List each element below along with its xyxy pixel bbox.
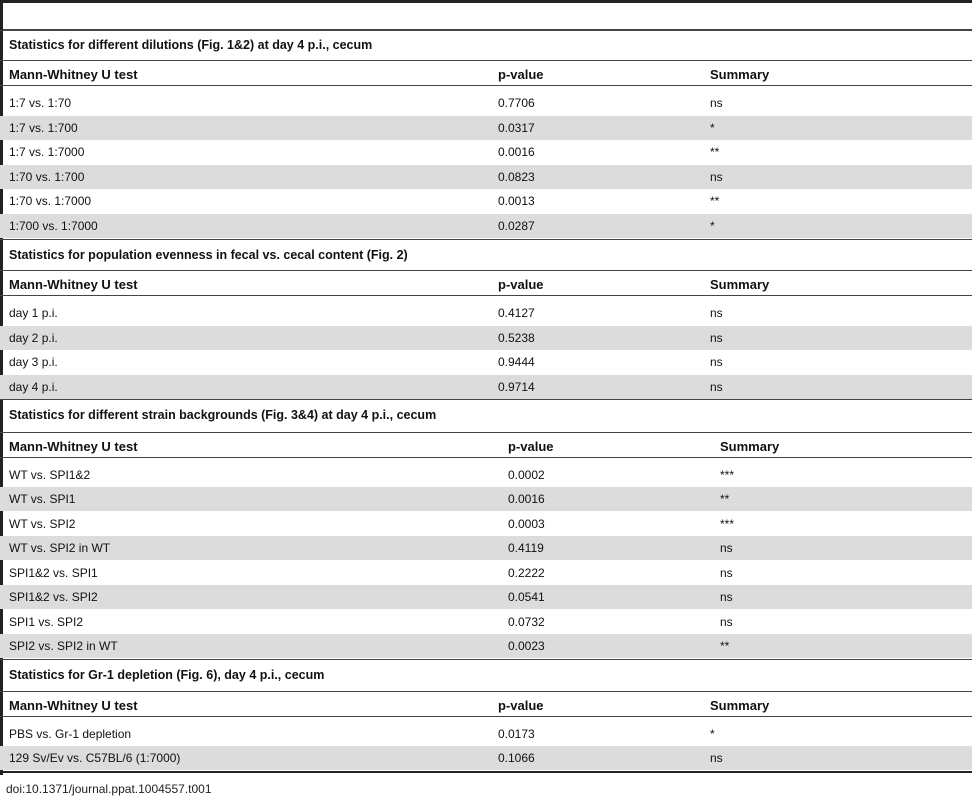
header-p-value: p-value <box>498 67 544 82</box>
cell-summary: *** <box>720 468 735 482</box>
cell-comparison: 1:70 vs. 1:7000 <box>9 194 92 208</box>
section-title-gr1: Statistics for Gr-1 depletion (Fig. 6), day 4 p.i., cecum <box>9 668 325 682</box>
cell-comparison: 129 Sv/Ev vs. C57BL/6 (1:7000) <box>9 751 181 765</box>
table-header <box>0 432 972 458</box>
section-divider <box>0 30 972 31</box>
section-divider <box>0 659 972 660</box>
table-row <box>0 165 972 189</box>
cell-p-value: 0.4119 <box>508 541 544 555</box>
table-top-rule <box>0 0 972 30</box>
table-row <box>0 536 972 560</box>
cell-comparison: SPI1 vs. SPI2 <box>9 615 84 629</box>
cell-comparison: day 4 p.i. <box>9 380 58 394</box>
cell-p-value: 0.0016 <box>498 145 535 159</box>
cell-comparison: day 3 p.i. <box>9 355 58 369</box>
header-p-value: p-value <box>498 277 544 292</box>
table-row <box>0 350 972 374</box>
cell-summary: * <box>710 121 715 135</box>
cell-summary: ns <box>710 751 723 765</box>
cell-p-value: 0.9714 <box>498 380 535 394</box>
table-row <box>0 585 972 609</box>
cell-p-value: 0.0173 <box>498 727 535 741</box>
header-p-value: p-value <box>508 439 554 454</box>
cell-p-value: 0.2222 <box>508 566 545 580</box>
table-row <box>0 91 972 115</box>
cell-p-value: 0.0003 <box>508 517 545 531</box>
header-test: Mann-Whitney U test <box>9 439 138 454</box>
table-header <box>0 270 972 296</box>
cell-p-value: 0.5238 <box>498 331 535 345</box>
cell-p-value: 0.0287 <box>498 219 535 233</box>
cell-summary: ns <box>710 96 723 110</box>
cell-p-value: 0.0016 <box>508 492 545 506</box>
cell-p-value: 0.0023 <box>508 639 545 653</box>
header-summary: Summary <box>710 277 770 292</box>
section-divider <box>0 399 972 400</box>
table-row <box>0 116 972 140</box>
doi-caption: doi:10.1371/journal.ppat.1004557.t001 <box>6 782 212 796</box>
table-row <box>0 214 972 238</box>
header-test: Mann-Whitney U test <box>9 698 138 713</box>
header-summary: Summary <box>710 67 770 82</box>
cell-summary: ** <box>720 492 730 506</box>
table-row <box>0 610 972 634</box>
table-row <box>0 512 972 536</box>
cell-summary: ns <box>720 566 733 580</box>
cell-summary: ns <box>720 541 733 555</box>
cell-comparison: day 1 p.i. <box>9 306 58 320</box>
cell-summary: * <box>710 727 715 741</box>
cell-p-value: 0.4127 <box>498 306 535 320</box>
table-row <box>0 746 972 770</box>
cell-summary: ns <box>720 590 733 604</box>
table-row <box>0 722 972 746</box>
header-p-value: p-value <box>498 698 544 713</box>
cell-p-value: 0.7706 <box>498 96 535 110</box>
cell-p-value: 0.9444 <box>498 355 535 369</box>
cell-comparison: 1:70 vs. 1:700 <box>9 170 85 184</box>
cell-p-value: 0.0013 <box>498 194 535 208</box>
cell-p-value: 0.1066 <box>498 751 535 765</box>
cell-p-value: 0.0002 <box>508 468 545 482</box>
cell-summary: *** <box>720 517 735 531</box>
cell-summary: ns <box>710 170 723 184</box>
table-row <box>0 634 972 658</box>
cell-comparison: SPI2 vs. SPI2 in WT <box>9 639 118 653</box>
table-row <box>0 301 972 325</box>
cell-comparison: PBS vs. Gr-1 depletion <box>9 727 132 741</box>
table-row <box>0 140 972 164</box>
cell-summary: ** <box>710 145 720 159</box>
table-row <box>0 375 972 399</box>
table-bottom-rule <box>0 771 972 773</box>
cell-summary: ** <box>720 639 730 653</box>
cell-summary: ns <box>710 306 723 320</box>
table-row <box>0 487 972 511</box>
header-summary: Summary <box>710 698 770 713</box>
table-header <box>0 60 972 86</box>
cell-summary: ns <box>710 331 723 345</box>
cell-comparison: WT vs. SPI2 in WT <box>9 541 111 555</box>
section-divider <box>0 239 972 240</box>
table-header <box>0 691 972 717</box>
cell-comparison: 1:700 vs. 1:7000 <box>9 219 98 233</box>
section-title-evenness: Statistics for population evenness in fecal vs. cecal content (Fig. 2) <box>9 248 408 262</box>
cell-p-value: 0.0541 <box>508 590 545 604</box>
cell-p-value: 0.0732 <box>508 615 545 629</box>
cell-comparison: 1:7 vs. 1:70 <box>9 96 72 110</box>
cell-summary: ns <box>720 615 733 629</box>
table-row <box>0 189 972 213</box>
cell-comparison: 1:7 vs. 1:700 <box>9 121 78 135</box>
cell-p-value: 0.0823 <box>498 170 535 184</box>
cell-summary: ns <box>710 380 723 394</box>
cell-comparison: day 2 p.i. <box>9 331 58 345</box>
header-test: Mann-Whitney U test <box>9 277 138 292</box>
table-row <box>0 561 972 585</box>
cell-summary: ** <box>710 194 720 208</box>
section-title-dilutions: Statistics for different dilutions (Fig. 1&2) at day 4 p.i., cecum <box>9 38 373 52</box>
cell-comparison: 1:7 vs. 1:7000 <box>9 145 85 159</box>
cell-summary: ns <box>710 355 723 369</box>
section-title-strains: Statistics for different strain backgrounds (Fig. 3&4) at day 4 p.i., cecum <box>9 408 437 422</box>
header-summary: Summary <box>720 439 780 454</box>
table-row <box>0 463 972 487</box>
cell-comparison: WT vs. SPI1&2 <box>9 468 91 482</box>
cell-comparison: SPI1&2 vs. SPI2 <box>9 590 98 604</box>
cell-p-value: 0.0317 <box>498 121 535 135</box>
table-row <box>0 326 972 350</box>
cell-comparison: WT vs. SPI2 <box>9 517 76 531</box>
header-test: Mann-Whitney U test <box>9 67 138 82</box>
cell-summary: * <box>710 219 715 233</box>
cell-comparison: WT vs. SPI1 <box>9 492 76 506</box>
cell-comparison: SPI1&2 vs. SPI1 <box>9 566 98 580</box>
